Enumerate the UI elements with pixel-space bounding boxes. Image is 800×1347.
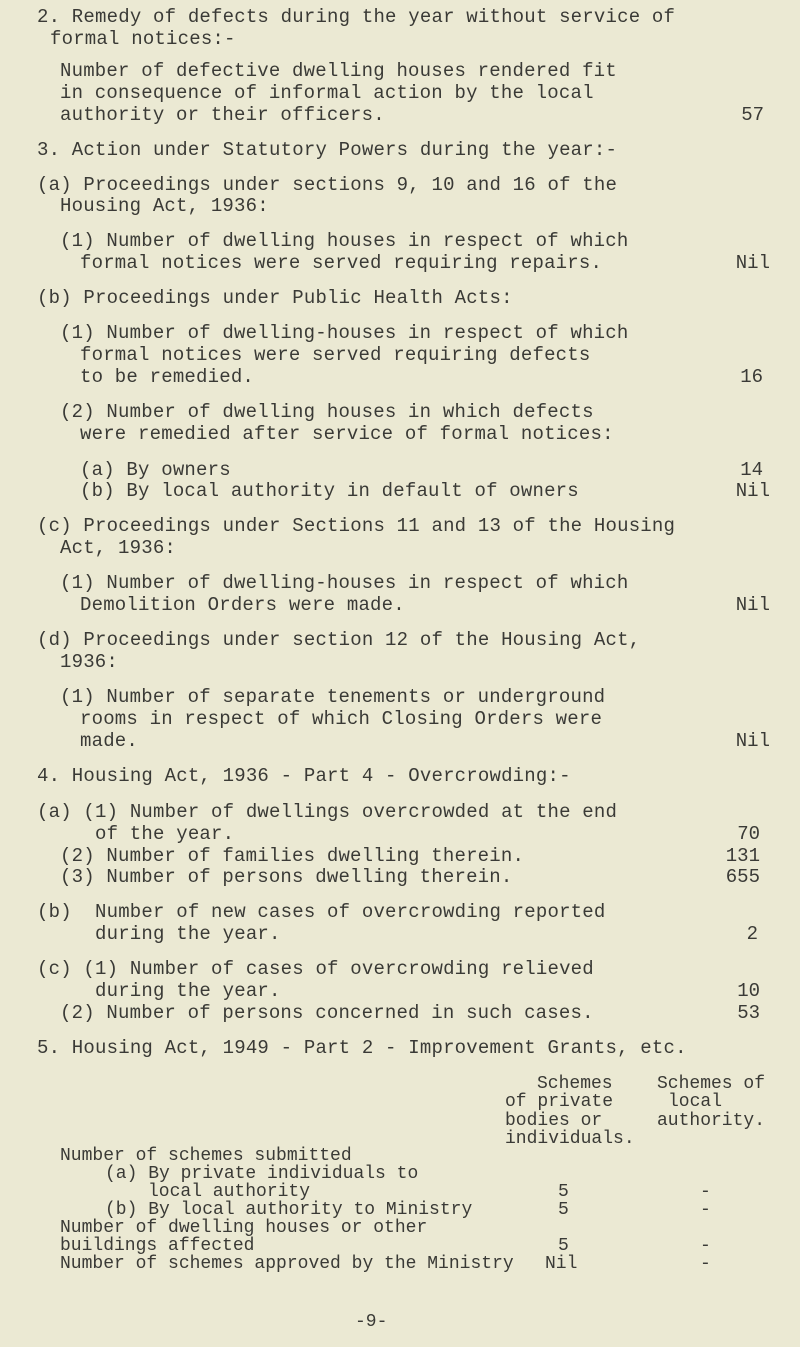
text-line: (1) Number of dwelling-houses in respect of which <box>60 572 629 594</box>
value: Nil <box>735 594 770 616</box>
cell-private: 5 <box>558 1182 569 1202</box>
value: Nil <box>735 730 770 752</box>
text-line: (c) (1) Number of cases of overcrowding relieved <box>37 958 594 980</box>
text-line: Demolition Orders were made. <box>80 594 405 616</box>
column-header: bodies or <box>505 1111 603 1131</box>
subheading: Housing Act, 1936: <box>60 195 269 217</box>
cell-local: - <box>700 1182 711 1202</box>
cell-local: - <box>700 1254 711 1274</box>
heading: 4. Housing Act, 1936 - Part 4 - Overcrowding:- <box>37 765 571 787</box>
subheading: (c) Proceedings under Sections 11 and 13 of the Housing <box>37 515 676 537</box>
subheading: 1936: <box>60 651 119 673</box>
text-line: (a) By owners <box>80 459 231 481</box>
text-line: (3) Number of persons dwelling therein. <box>60 866 513 888</box>
text-line: in consequence of informal action by the local <box>60 82 594 104</box>
text-line: (2) Number of families dwelling therein. <box>60 845 525 867</box>
value: 70 <box>737 823 760 845</box>
text-line: formal notices were served requiring defects <box>80 344 591 366</box>
row-label: Number of dwelling houses or other <box>60 1218 428 1238</box>
row-label: local authority <box>148 1182 311 1202</box>
text-line: (2) Number of persons concerned in such cases. <box>60 1002 594 1024</box>
cell-private: Nil <box>545 1254 578 1274</box>
value: Nil <box>735 252 770 274</box>
text-line: Number of new cases of overcrowding reported <box>95 901 606 923</box>
text-line: to be remedied. <box>80 366 255 388</box>
column-header: Schemes <box>537 1074 613 1094</box>
text-line: (1) Number of separate tenements or underground <box>60 686 606 708</box>
text-line: Number of defective dwelling houses rendered fit <box>60 60 617 82</box>
value: 53 <box>737 1002 760 1024</box>
cell-local: - <box>700 1200 711 1220</box>
value: 2 <box>746 923 758 945</box>
heading: formal notices:- <box>50 28 236 50</box>
cell-private: 5 <box>558 1200 569 1220</box>
text-line: during the year. <box>95 923 281 945</box>
column-header: individuals. <box>505 1129 635 1149</box>
text-line: during the year. <box>95 980 281 1002</box>
heading: 2. Remedy of defects during the year without service of <box>37 6 676 28</box>
text-line: (1) Number of dwelling-houses in respect of which <box>60 322 629 344</box>
text-line: (b) <box>37 901 72 923</box>
row-label: (b) By local authority to Ministry <box>105 1200 473 1220</box>
text-line: rooms in respect of which Closing Orders were <box>80 708 603 730</box>
page-number: -9- <box>355 1312 388 1332</box>
text-line: (2) Number of dwelling houses in which defects <box>60 401 594 423</box>
value: 57 <box>741 104 764 126</box>
cell-local: - <box>700 1236 711 1256</box>
row-label: Number of schemes approved by the Ministry <box>60 1254 514 1274</box>
column-header: Schemes of <box>657 1074 766 1094</box>
heading: 5. Housing Act, 1949 - Part 2 - Improvement Grants, etc. <box>37 1037 687 1059</box>
value: 14 <box>740 459 763 481</box>
value: 16 <box>740 366 763 388</box>
text-line: of the year. <box>95 823 235 845</box>
subheading: (a) Proceedings under sections 9, 10 and 16 of the <box>37 174 618 196</box>
text-line: (1) Number of dwelling houses in respect of which <box>60 230 629 252</box>
text-line: were remedied after service of formal notices: <box>80 423 614 445</box>
cell-private: 5 <box>558 1236 569 1256</box>
row-label: (a) By private individuals to <box>105 1164 419 1184</box>
text-line: authority or their officers. <box>60 104 385 126</box>
row-label: buildings affected <box>60 1236 255 1256</box>
row-label: Number of schemes submitted <box>60 1146 352 1166</box>
column-header: of private <box>505 1092 614 1112</box>
value: 655 <box>725 866 760 888</box>
value: 10 <box>737 980 760 1002</box>
text-line: (b) By local authority in default of owners <box>80 480 579 502</box>
value: Nil <box>735 480 770 502</box>
text-line: made. <box>80 730 139 752</box>
column-header: local <box>668 1092 723 1112</box>
text-line: (a) (1) Number of dwellings overcrowded at the end <box>37 801 618 823</box>
heading: 3. Action under Statutory Powers during the year:- <box>37 139 618 161</box>
text-line: formal notices were served requiring repairs. <box>80 252 603 274</box>
subheading: (d) Proceedings under section 12 of the Housing Act, <box>37 629 641 651</box>
column-header: authority. <box>657 1111 766 1131</box>
subheading: (b) Proceedings under Public Health Acts: <box>37 287 513 309</box>
subheading: Act, 1936: <box>60 537 177 559</box>
value: 131 <box>725 845 760 867</box>
